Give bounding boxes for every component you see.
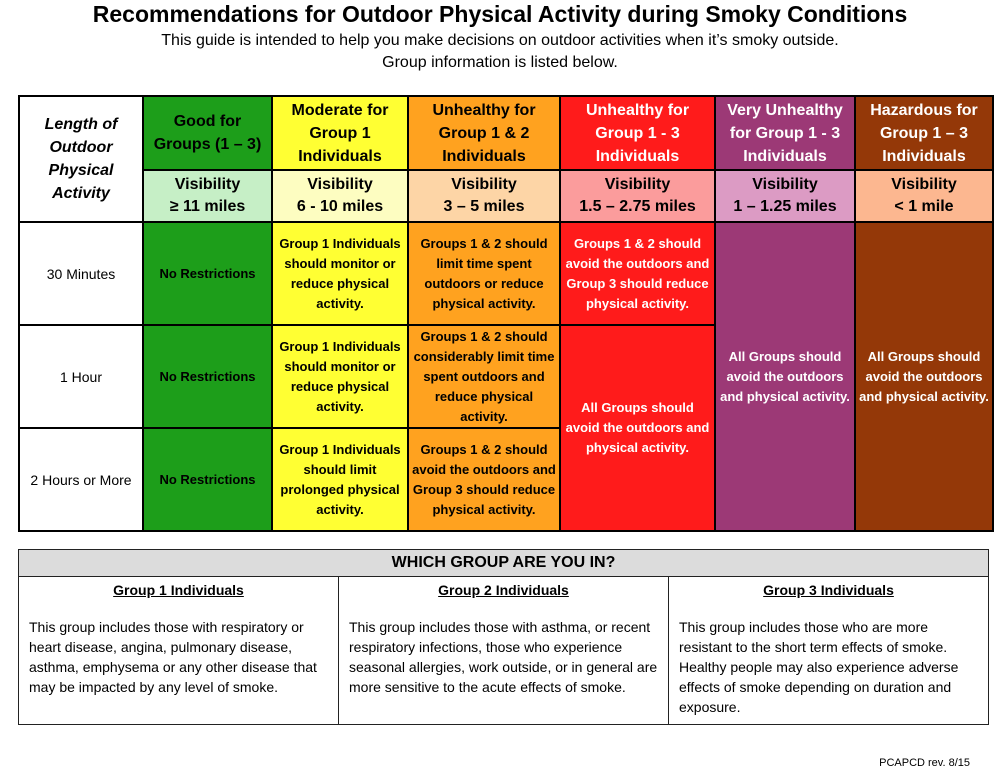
- group-2-title: Group 2 Individuals: [438, 582, 569, 598]
- moderate-1-hour: Group 1 Individuals should monitor or reduce physical activity.: [272, 325, 408, 428]
- group-1-title: Group 1 Individuals: [113, 582, 244, 598]
- moderate-2-hours: Group 1 Individuals should limit prolonged physical activity.: [272, 428, 408, 531]
- unhealthy-1-3-1-hour-plus: All Groups should avoid the outdoors and physical activity.: [560, 325, 715, 531]
- group-info-table: [18, 549, 989, 725]
- category-unhealthy-1-3: Unhealthy for Group 1 - 3 Individuals: [560, 96, 715, 170]
- revision-footer: PCAPCD rev. 8/15: [879, 757, 970, 769]
- row-label-1-hour: 1 Hour: [19, 325, 143, 428]
- unhealthy-1-2-2-hours: Groups 1 & 2 should avoid the outdoors and Group 3 should reduce physical activity.: [408, 428, 560, 531]
- category-moderate: Moderate for Group 1 Individuals: [272, 96, 408, 170]
- visibility-moderate: Visibility 6 - 10 miles: [272, 170, 408, 222]
- good-1-hour: No Restrictions: [143, 325, 272, 428]
- recommendations-table: [18, 95, 994, 532]
- row-label-2-hours: 2 Hours or More: [19, 428, 143, 531]
- group-info-heading: WHICH GROUP ARE YOU IN?: [19, 550, 989, 577]
- good-2-hours: No Restrictions: [143, 428, 272, 531]
- subtitle-line-1: This guide is intended to help you make decisions on outdoor activities when it’s smoky outside.: [161, 32, 839, 49]
- group-2-description: This group includes those with asthma, or recent respiratory infections, those who experience seasonal allergies, work outside, or in general are more sensitive to the acute effects of smoke.: [349, 619, 658, 695]
- visibility-good: Visibility ≥ 11 miles: [143, 170, 272, 222]
- category-unhealthy-1-2: Unhealthy for Group 1 & 2 Individuals: [408, 96, 560, 170]
- category-hazardous: Hazardous for Group 1 – 3 Individuals: [855, 96, 993, 170]
- row-label-30-minutes: 30 Minutes: [19, 222, 143, 325]
- moderate-30-minutes: Group 1 Individuals should monitor or reduce physical activity.: [272, 222, 408, 325]
- visibility-hazardous: Visibility < 1 mile: [855, 170, 993, 222]
- category-good: Good for Groups (1 – 3): [143, 96, 272, 170]
- visibility-very-unhealthy: Visibility 1 – 1.25 miles: [715, 170, 855, 222]
- unhealthy-1-2-30-minutes: Groups 1 & 2 should limit time spent outdoors or reduce physical activity.: [408, 222, 560, 325]
- visibility-unhealthy-1-3: Visibility 1.5 – 2.75 miles: [560, 170, 715, 222]
- very-unhealthy-all-durations: All Groups should avoid the outdoors and physical activity.: [715, 222, 855, 531]
- group-3-cell: [669, 577, 989, 725]
- group-1-cell: [19, 577, 339, 725]
- page-title: Recommendations for Outdoor Physical Activity during Smoky Conditions: [92, 1, 908, 27]
- visibility-unhealthy-1-2: Visibility 3 – 5 miles: [408, 170, 560, 222]
- group-1-description: This group includes those with respiratory or heart disease, angina, pulmonary disease, asthma, emphysema or any other disease that may be impacted by any level of smoke.: [29, 619, 317, 695]
- page-subtitle: [0, 30, 1000, 74]
- good-30-minutes: No Restrictions: [143, 222, 272, 325]
- subtitle-line-2: Group information is listed below.: [382, 54, 618, 71]
- hazardous-all-durations: All Groups should avoid the outdoors and physical activity.: [855, 222, 993, 531]
- unhealthy-1-3-30-minutes: Groups 1 & 2 should avoid the outdoors and Group 3 should reduce physical activity.: [560, 222, 715, 325]
- group-3-description: This group includes those who are more resistant to the short term effects of smoke. Healthy people may also experience adverse effects of smoke depending on duration and exposure.: [679, 619, 959, 715]
- group-2-cell: [339, 577, 669, 725]
- length-header: Length of Outdoor Physical Activity: [19, 96, 143, 222]
- group-3-title: Group 3 Individuals: [763, 582, 894, 598]
- unhealthy-1-2-1-hour: Groups 1 & 2 should considerably limit time spent outdoors and reduce physical activity.: [408, 325, 560, 428]
- category-very-unhealthy: Very Unhealthy for Group 1 - 3 Individuals: [715, 96, 855, 170]
